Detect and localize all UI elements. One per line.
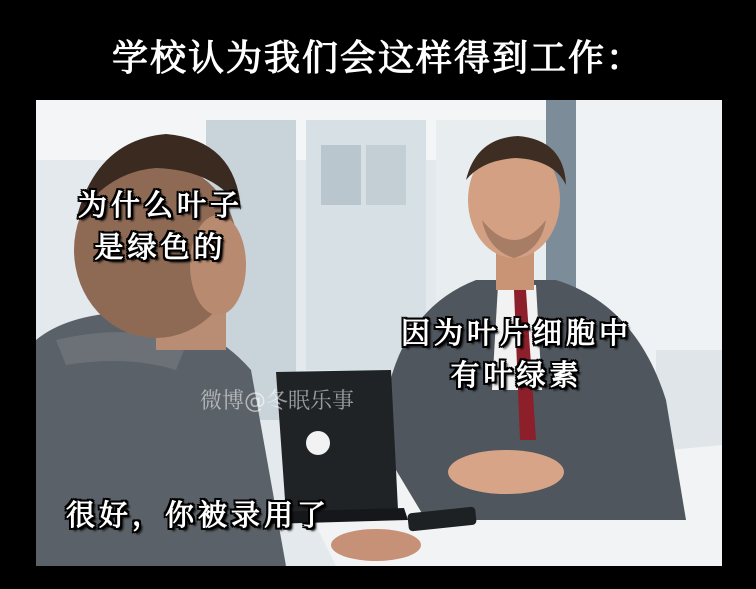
question-caption	[48, 184, 273, 268]
question-line-1: 为什么叶子	[77, 188, 243, 222]
meme-title: 学校认为我们会这样得到工作：	[111, 38, 644, 79]
hired-caption: 很好，你被录用了	[66, 498, 331, 532]
answer-line-1: 因为叶片细胞中	[400, 316, 632, 350]
question-line-2: 是绿色的	[94, 230, 227, 264]
watermark-text: 微博@冬眠乐事	[200, 389, 355, 414]
answer-line-2: 有叶绿素	[450, 358, 583, 392]
answer-caption	[374, 312, 659, 396]
